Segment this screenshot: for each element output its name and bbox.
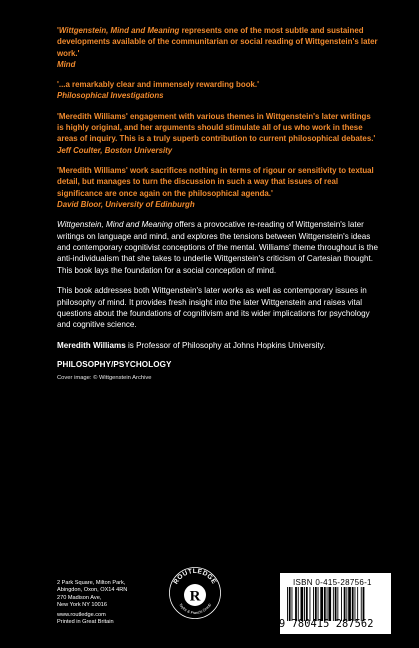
cover-text [57, 25, 379, 381]
logo-wordmark: ROUTLEDGE [172, 567, 218, 586]
printed-in: Printed in Great Britain [57, 619, 114, 626]
quote-book-title: Wittgenstein, Mind and Meaning [58, 26, 180, 35]
svg-text:R: R [189, 588, 201, 605]
logo-subtitle: Taylor & Francis Group [178, 602, 212, 616]
description-paragraph-2: This book addresses both Wittgenstein's later works as well as contemporary issues in philosophy of mind. It provides fresh insight into the later Wittgenstein and raises vital questions about the foundations of cognitivism and its wider implications for psychology and cognitive science. [57, 286, 370, 330]
quote-source: Philosophical Investigations [57, 91, 164, 101]
author-bio: Meredith Williams is Professor of Philosophy at Johns Hopkins University. [57, 340, 326, 350]
quote-text: 'Meredith Williams' engagement with various themes in Wittgenstein's later writings is highly original, and her arguments should stimulate all of us who work in these areas of inquiry. This is a truly superb contribution to current philosophical debates.' [57, 111, 376, 144]
quote-text: 'Meredith Williams' work sacrifices nothing in terms of rigour or sensitivity to textual detail, but manages to turn the discussion in such a way that issues of real significance are once again on the philosophical agenda.' [57, 165, 374, 198]
barcode-digits: 9 780415 287562 [279, 618, 374, 630]
barcode-icon [286, 587, 387, 621]
quote-source: David Bloor, University of Edinburgh [57, 199, 195, 209]
quote-source: Mind [57, 59, 76, 69]
quote-text: '...a remarkably clear and immensely rewarding book.' [57, 80, 259, 90]
review-quote-1: 'Wittgenstein, Mind and Meaning represents one of the most subtle and sustained developments available of the communitarian or social reading of Wittgenstein's later work.' Mind [57, 26, 378, 69]
quote-text: represents one of the most subtle and sustained developments available of the communitarian or social reading of Wittgenstein's later work.' [57, 26, 378, 58]
cover-credit: Cover image: © Wittgenstein Archive [57, 375, 152, 382]
review-quote-4 [57, 165, 379, 210]
book-title: Wittgenstein, Mind and Meaning [57, 220, 173, 230]
subject-category: PHILOSOPHY/PSYCHOLOGY [57, 360, 172, 370]
publisher-website: www.routledge.com [57, 611, 106, 618]
quote-source: Jeff Coulter, Boston University [57, 145, 173, 155]
author-name: Meredith Williams [57, 340, 126, 350]
review-quote-2 [57, 79, 379, 102]
review-quote-3 [57, 111, 379, 156]
routledge-logo [168, 566, 222, 620]
description-paragraph-1: Wittgenstein, Mind and Meaning offers a provocative re-reading of Wittgenstein's later writings on language and mind, and explores the tensions between Wittgenstein's ideas and contemporary cognitivist conceptions of the mental. Williams' theme throughout is the anti-individualism that she takes to underlie Wittgenstein's criticism of Cartesian thought. This book lays the foundation for a social conception of mind. [57, 220, 378, 275]
isbn-label: ISBN 0-415-28756-1 [293, 578, 372, 587]
publisher-address: 2 Park Square, Milton Park, Abingdon, Oxon, OX14 4RN 270 Madison Ave, New York NY 10016 www.routledge.com Printed in Great Britain [57, 580, 128, 626]
